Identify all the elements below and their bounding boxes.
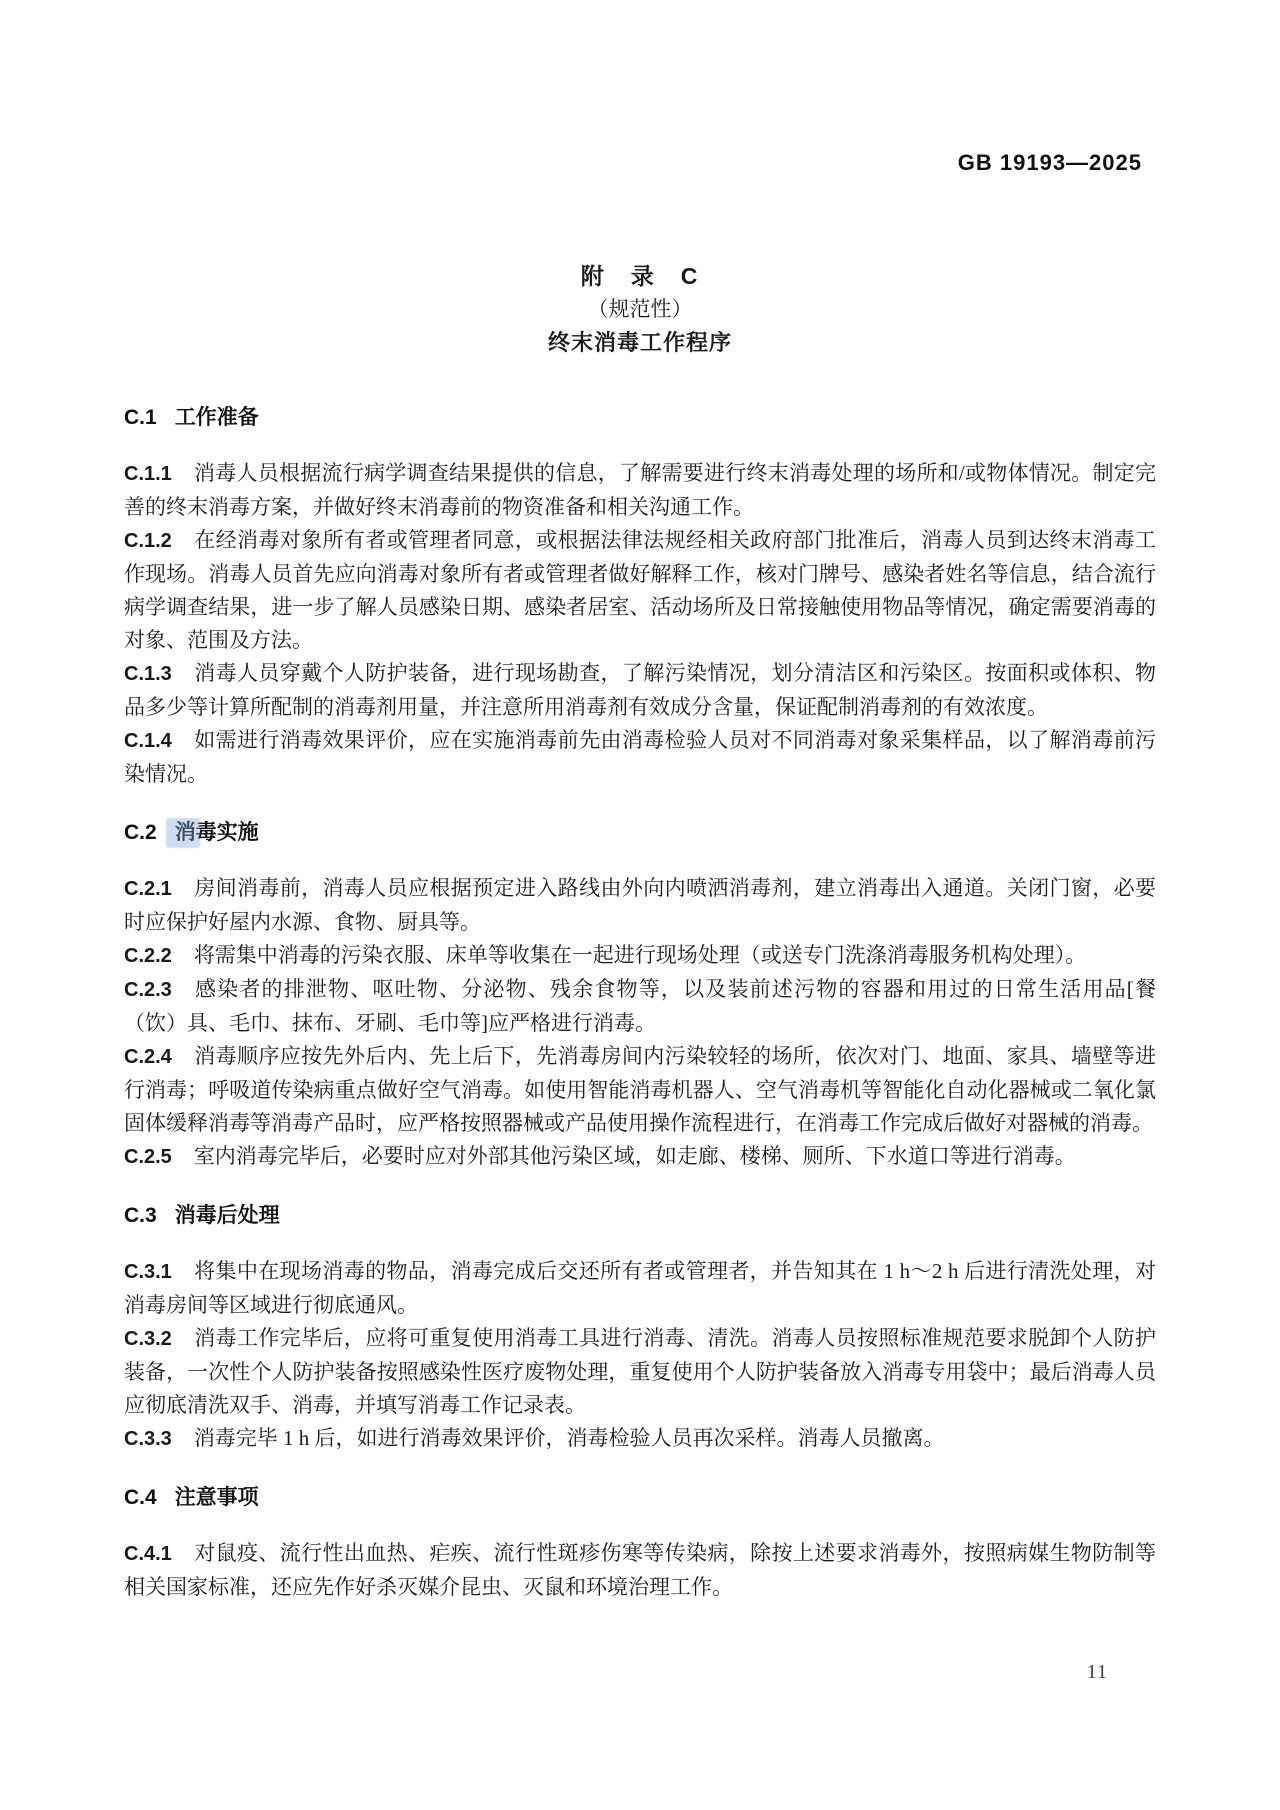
clause-c2-5	[124, 1140, 1156, 1174]
clause-c2-1	[124, 872, 1156, 939]
section-heading-c4	[124, 1486, 1156, 1510]
section-number: C.3	[124, 1204, 157, 1227]
clause-number: C.4.1	[124, 1543, 172, 1565]
clause-text: 在经消毒对象所有者或管理者同意，或根据法律法规经相关政府部门批准后，消毒人员到达终末消毒工作现场。消毒人员首先应向消毒对象所有者或管理者做好解释工作，核对门牌号、感染者姓名等信息，结合流行病学调查结果，进一步了解人员感染日期、感染者居室、活动场所及日常接触使用物品等情况，确定需要消毒的对象、范围及方法。	[124, 528, 1156, 652]
page-content	[124, 0, 1156, 1604]
section-title: 消毒实施	[174, 821, 259, 844]
clause-number: C.1.1	[124, 463, 172, 485]
clause-text: 消毒顺序应按先外后内、先上后下，先消毒房间内污染较轻的场所，依次对门、地面、家具、墙壁等进行消毒；呼吸道传染病重点做好空气消毒。如使用智能消毒机器人、空气消毒机等智能化自动化器械或二氧化氯固体缓释消毒等消毒产品时，应严格按照器械或产品使用操作流程进行，在消毒工作完成后做好对器械的消毒。	[124, 1044, 1156, 1135]
clause-number: C.3.1	[124, 1261, 172, 1283]
clause-text: 对鼠疫、流行性出血热、疟疾、流行性斑疹伤寒等传染病，除按上述要求消毒外，按照病媒生物防制等相关国家标准，还应先作好杀灭媒介昆虫、灭鼠和环境治理工作。	[124, 1541, 1156, 1599]
clause-number: C.2.2	[124, 945, 172, 967]
clause-text: 消毒工作完毕后，应将可重复使用消毒工具进行消毒、清洗。消毒人员按照标准规范要求脱卸个人防护装备，一次性个人防护装备按照感染性医疗废物处理，重复使用个人防护装备放入消毒专用袋中；最后消毒人员应彻底清洗双手、消毒，并填写消毒工作记录表。	[124, 1326, 1156, 1417]
section-heading-c2	[124, 821, 1156, 845]
clause-c3-3	[124, 1422, 1156, 1456]
section-heading-c1	[124, 406, 1156, 430]
section-title: 消毒后处理	[174, 1204, 280, 1227]
section-number: C.2	[124, 821, 157, 844]
clause-c1-4	[124, 724, 1156, 791]
section-heading-c3	[124, 1204, 1156, 1228]
appendix-title-block	[124, 0, 1156, 359]
standard-code: GB 19193—2025	[957, 150, 1142, 175]
page-number: 11	[1086, 1661, 1108, 1683]
clause-number: C.2.5	[124, 1146, 172, 1168]
appendix-title: 附 录 C	[580, 263, 700, 289]
section-title: 工作准备	[174, 406, 259, 429]
appendix-normative-label: （规范性）	[587, 297, 693, 321]
clause-text: 将集中在现场消毒的物品，消毒完成后交还所有者或管理者，并告知其在 1 h～2 h 后进行清洗处理，对消毒房间等区域进行彻底通风。	[124, 1259, 1156, 1317]
clause-number: C.3.2	[124, 1328, 172, 1350]
clause-number: C.3.3	[124, 1428, 172, 1450]
clause-number: C.1.2	[124, 530, 172, 552]
clause-c1-3	[124, 657, 1156, 724]
section-number: C.1	[124, 406, 157, 429]
clause-number: C.2.4	[124, 1046, 172, 1068]
clause-text: 消毒人员穿戴个人防护装备，进行现场勘查，了解污染情况，划分清洁区和污染区。按面积或体积、物品多少等计算所配制的消毒剂用量，并注意所用消毒剂有效成分含量，保证配制消毒剂的有效浓度。	[124, 661, 1156, 719]
clause-c3-2	[124, 1322, 1156, 1422]
clause-c2-4	[124, 1040, 1156, 1140]
clause-text: 房间消毒前，消毒人员应根据预定进入路线由外向内喷洒消毒剂，建立消毒出入通道。关闭门窗，必要时应保护好屋内水源、食物、厨具等。	[124, 876, 1156, 934]
appendix-subject: 终末消毒工作程序	[547, 330, 732, 355]
clause-c1-2	[124, 524, 1156, 657]
clause-c2-2	[124, 939, 1156, 973]
clause-c2-3	[124, 973, 1156, 1040]
section-number: C.4	[124, 1486, 157, 1509]
clause-number: C.2.3	[124, 979, 172, 1001]
clause-text: 消毒人员根据流行病学调查结果提供的信息，了解需要进行终末消毒处理的场所和/或物体情况。制定完善的终末消毒方案，并做好终末消毒前的物资准备和相关沟通工作。	[124, 461, 1156, 519]
clause-text: 消毒完毕 1 h 后，如进行消毒效果评价，消毒检验人员再次采样。消毒人员撤离。	[193, 1426, 945, 1450]
section-title: 注意事项	[174, 1486, 259, 1509]
watermark-stamp	[166, 818, 200, 848]
clause-number: C.2.1	[124, 878, 172, 900]
clause-c4-1	[124, 1537, 1156, 1604]
clause-text: 如需进行消毒效果评价，应在实施消毒前先由消毒检验人员对不同消毒对象采集样品，以了解消毒前污染情况。	[124, 728, 1156, 786]
clause-number: C.1.3	[124, 663, 172, 685]
clause-c1-1	[124, 457, 1156, 524]
clause-number: C.1.4	[124, 730, 172, 752]
clause-text: 感染者的排泄物、呕吐物、分泌物、残余食物等，以及装前述污物的容器和用过的日常生活用品[餐（饮）具、毛巾、抹布、牙刷、毛巾等]应严格进行消毒。	[124, 977, 1156, 1035]
clause-c3-1	[124, 1255, 1156, 1322]
clause-text: 室内消毒完毕后，必要时应对外部其他污染区域，如走廊、楼梯、厕所、下水道口等进行消毒。	[193, 1144, 1076, 1168]
clause-text: 将需集中消毒的污染衣服、床单等收集在一起进行现场处理（或送专门洗涤消毒服务机构处理）。	[193, 943, 1087, 967]
